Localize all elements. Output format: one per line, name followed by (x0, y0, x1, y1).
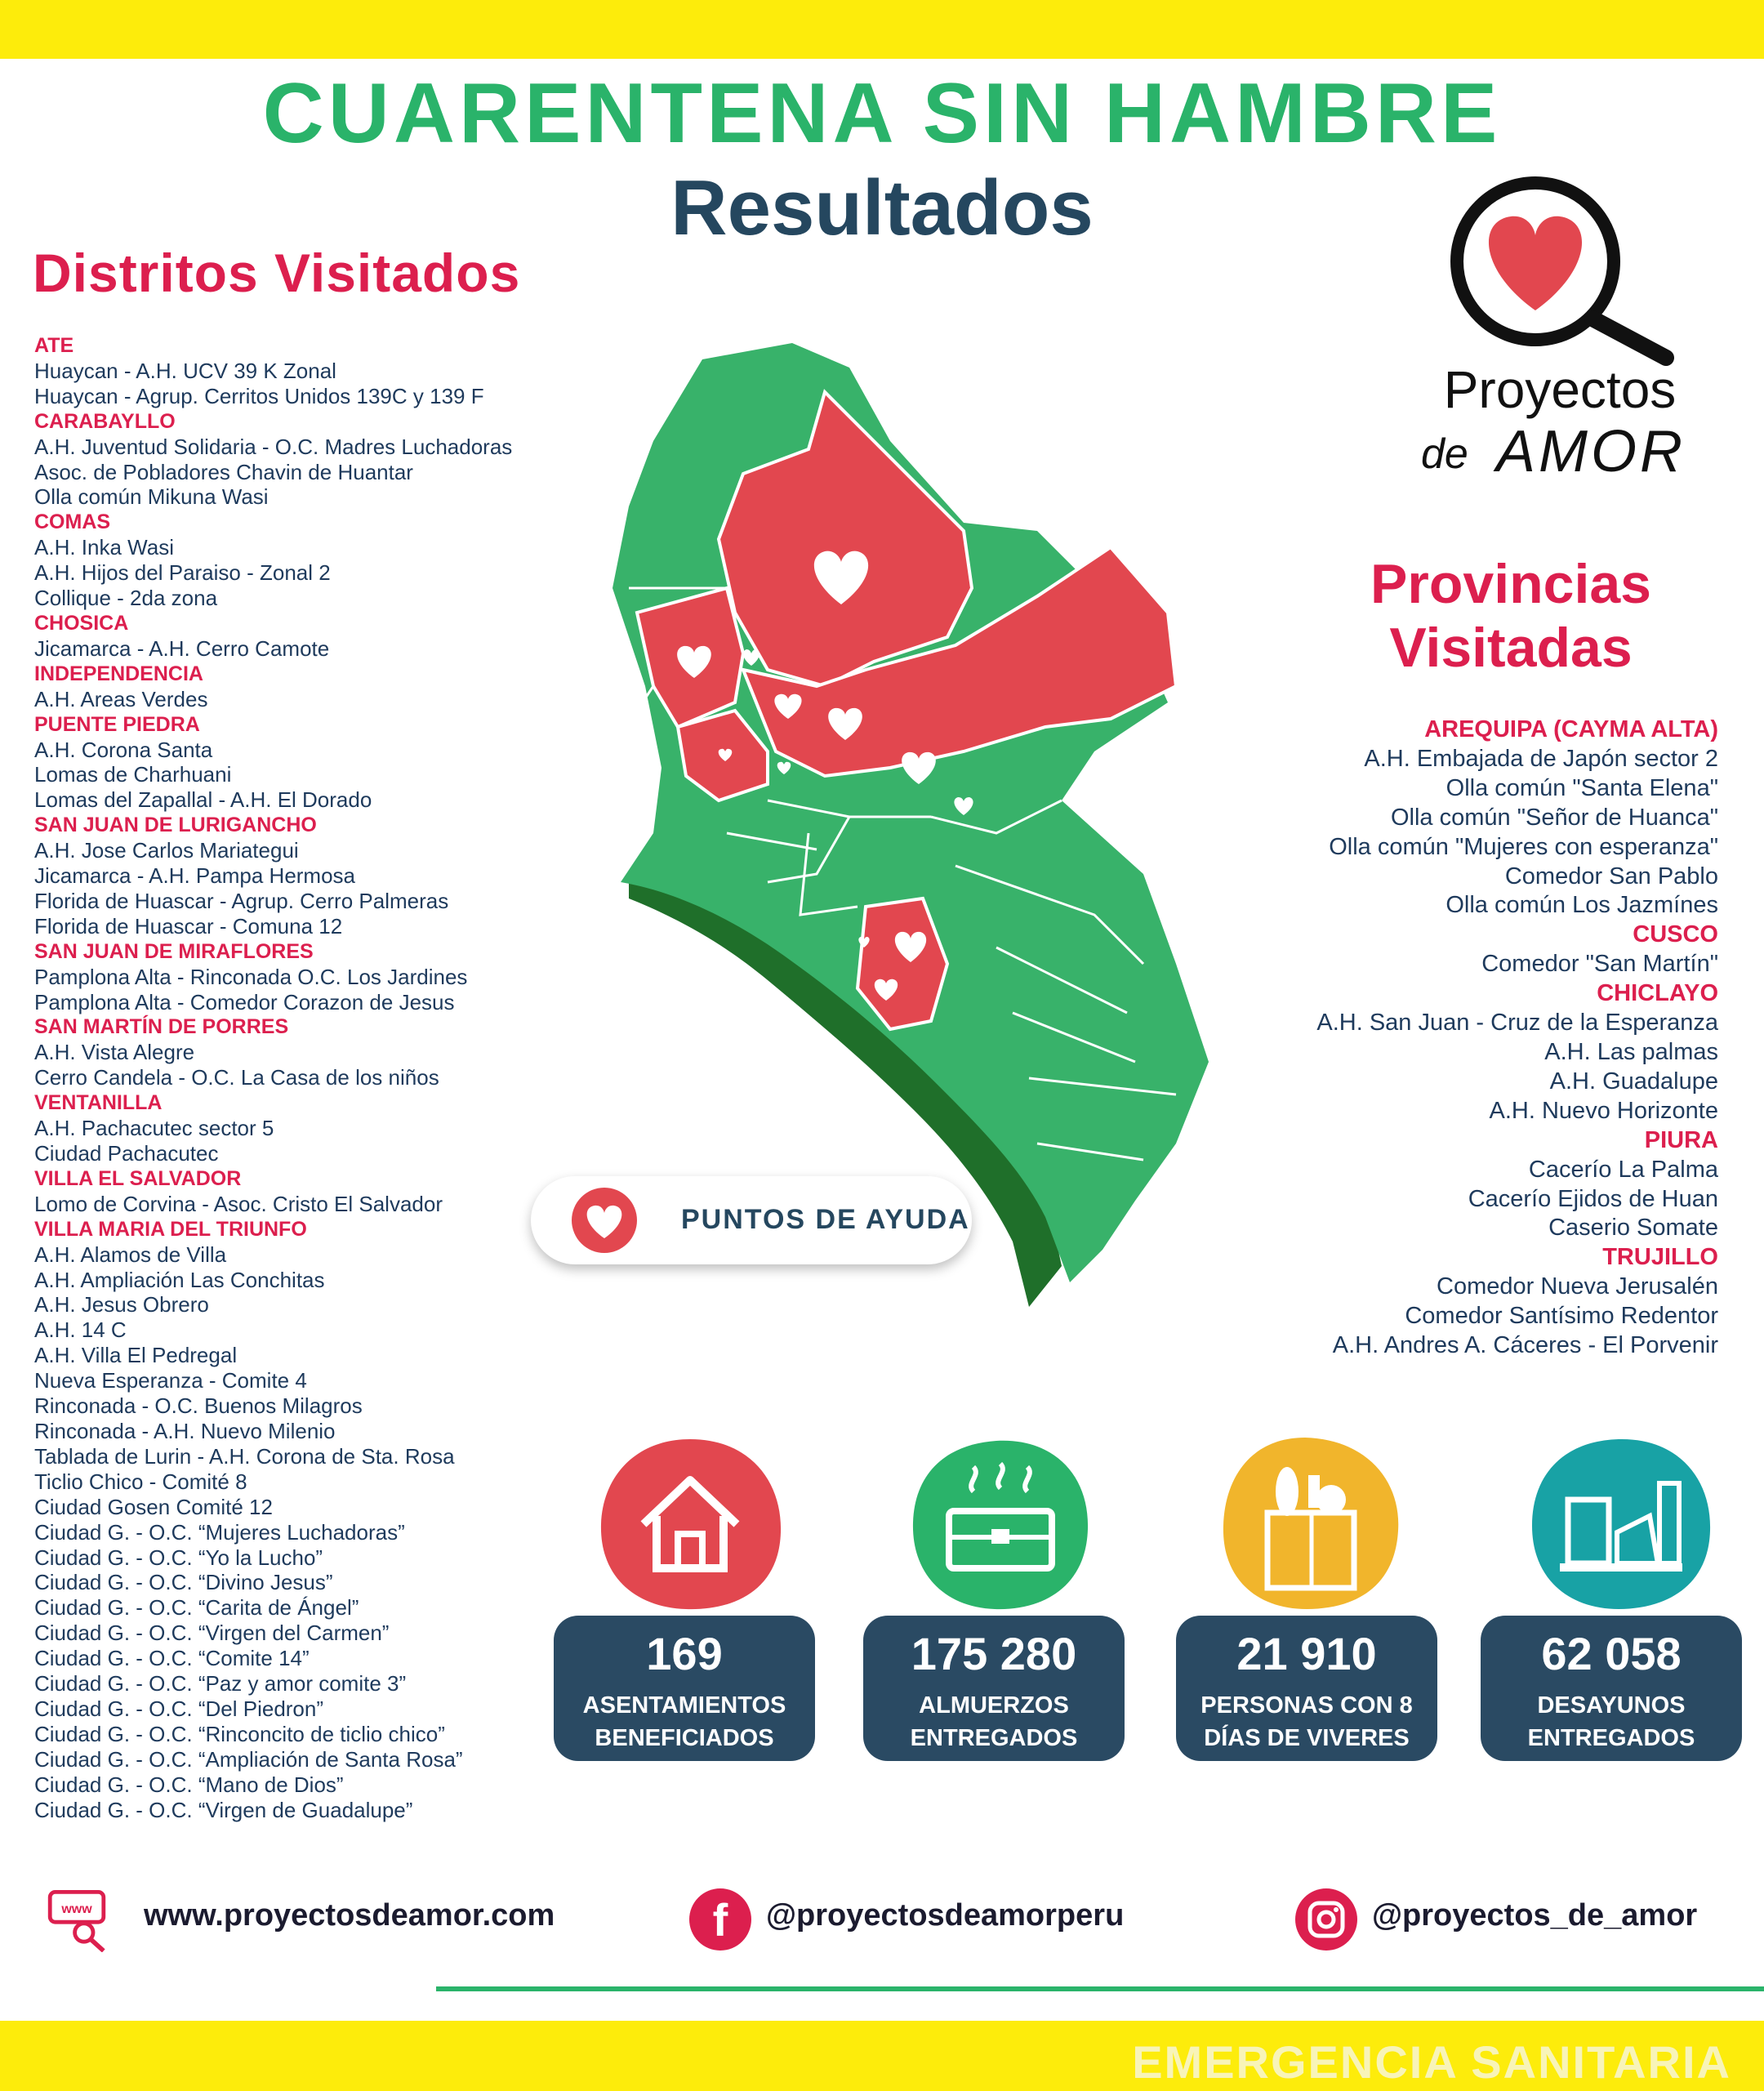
list-item: Nueva Esperanza - Comite 4 (34, 1368, 307, 1393)
group-name: CUSCO (1633, 921, 1718, 948)
list-item: Cacerío Ejidos de Huan (1468, 1185, 1718, 1212)
group-name: TRUJILLO (1602, 1244, 1718, 1271)
list-item: Lomo de Corvina - Asoc. Cristo El Salvador (34, 1191, 443, 1216)
list-item: Huaycan - Agrup. Cerritos Unidos 139C y 139 F (34, 383, 484, 408)
stat-value: 21 910 (1236, 1628, 1377, 1679)
list-item: A.H. Pachacutec sector 5 (34, 1116, 274, 1141)
list-item: Ciudad G. - O.C. “Virgen de Guadalupe” (34, 1797, 413, 1822)
instagram-icon (1294, 1887, 1359, 1952)
list-item: A.H. Areas Verdes (34, 686, 208, 711)
logo-text-de: de (1421, 430, 1468, 478)
group-name: CHOSICA (34, 611, 129, 635)
list-item: A.H. Jesus Obrero (34, 1292, 209, 1317)
legend-heart-badge (572, 1188, 637, 1253)
facebook-handle[interactable]: @proyectosdeamorperu (766, 1898, 1125, 1933)
list-item: Ciudad G. - O.C. “Divino Jesus” (34, 1570, 333, 1595)
group-name: VENTANILLA (34, 1091, 163, 1115)
group-name: PIURA (1644, 1126, 1718, 1153)
list-item: Tablada de Lurin - A.H. Corona de Sta. Rosa (34, 1443, 455, 1469)
list-item: Florida de Huascar - Agrup. Cerro Palmeras (34, 888, 449, 913)
group-name: AREQUIPA (CAYMA ALTA) (1424, 716, 1718, 742)
list-item: Ciudad G. - O.C. “Virgen del Carmen” (34, 1621, 390, 1646)
stat-almuerzos (863, 1616, 1125, 1761)
facebook-icon (688, 1887, 753, 1952)
footer-divider (436, 1986, 1764, 1991)
stat-value: 175 280 (911, 1628, 1077, 1679)
map-legend (531, 1176, 972, 1264)
list-item: Comedor San Pablo (1504, 863, 1718, 889)
list-item: Cerro Candela - O.C. La Casa de los niños (34, 1065, 439, 1090)
list-item: A.H. Alamos de Villa (34, 1242, 227, 1267)
svg-text:www: www (61, 1902, 92, 1916)
stat-label: DESAYUNOS ENTREGADOS (1527, 1692, 1695, 1751)
list-item: Ciudad G. - O.C. “Ampliación de Santa Rosa” (34, 1746, 463, 1772)
food-container-icon (906, 1434, 1094, 1614)
website-icon (47, 1887, 113, 1952)
group-name: SAN MARTÍN DE PORRES (34, 1015, 289, 1039)
group-name: CARABAYLLO (34, 409, 176, 433)
group-name: VILLA MARIA DEL TRIUNFO (34, 1217, 307, 1241)
list-item: Ciudad G. - O.C. “Mano de Dios” (34, 1772, 344, 1797)
list-item: Pamplona Alta - Rinconada O.C. Los Jardines (34, 964, 468, 989)
list-item: Ciudad G. - O.C. “Yo la Lucho” (34, 1545, 323, 1570)
list-item: A.H. 14 C (34, 1317, 127, 1343)
list-item: Pamplona Alta - Comedor Corazon de Jesus (34, 989, 455, 1014)
provinces-list (1176, 716, 1718, 1361)
list-item: A.H. Guadalupe (1549, 1068, 1718, 1095)
page-title: CUARENTENA SIN HAMBRE (262, 66, 1502, 161)
breakfast-icon (1527, 1434, 1715, 1614)
list-item: Rinconada - O.C. Buenos Milagros (34, 1393, 363, 1419)
list-item: Olla común Mikuna Wasi (34, 484, 269, 510)
list-item: Ciudad G. - O.C. “Del Piedron” (34, 1696, 324, 1721)
list-item: A.H. Ampliación Las Conchitas (34, 1267, 325, 1292)
group-name: INDEPENDENCIA (34, 662, 203, 685)
list-item: A.H. Andres A. Cáceres - El Porvenir (1332, 1332, 1718, 1359)
magnifier-heart-icon (1421, 172, 1699, 368)
heart-icon (572, 1188, 637, 1253)
instagram-handle[interactable]: @proyectos_de_amor (1372, 1898, 1698, 1933)
legend-label: PUNTOS DE AYUDA (681, 1204, 970, 1235)
house-icon (596, 1434, 784, 1614)
provinces-heading: Provincias Visitadas (1370, 553, 1651, 679)
list-item: Jicamarca - A.H. Cerro Camote (34, 635, 330, 661)
svg-text:f: f (712, 1894, 728, 1946)
list-item: Comedor "San Martín" (1481, 951, 1718, 978)
list-item: Olla común "Señor de Huanca" (1390, 804, 1718, 831)
list-item: Olla común Los Jazmínes (1446, 892, 1718, 919)
list-item: A.H. Inka Wasi (34, 535, 174, 560)
list-item: A.H. Hijos del Paraiso - Zonal 2 (34, 560, 331, 586)
logo-text-amor: AMOR (1496, 419, 1686, 484)
list-item: Rinconada - A.H. Nuevo Milenio (34, 1418, 336, 1443)
list-item: Ciudad G. - O.C. “Mujeres Luchadoras” (34, 1519, 405, 1545)
bottom-banner-text: EMERGENCIA SANITARIA (1132, 2036, 1731, 2088)
logo (1421, 172, 1699, 515)
stat-label: ALMUERZOS ENTREGADOS (910, 1692, 1078, 1751)
stat-desayunos (1481, 1616, 1742, 1761)
group-name: SAN JUAN DE MIRAFLORES (34, 939, 314, 963)
stat-value: 169 (646, 1628, 723, 1679)
stat-label: PERSONAS CON 8 DÍAS DE VIVERES (1200, 1692, 1413, 1751)
list-item: Comedor Nueva Jerusalén (1437, 1273, 1718, 1300)
list-item: Ciudad Pachacutec (34, 1141, 219, 1166)
group-name: PUENTE PIEDRA (34, 712, 200, 736)
stat-asentamientos (554, 1616, 815, 1761)
footer-website[interactable] (47, 1887, 554, 1952)
list-item: A.H. Vista Alegre (34, 1040, 195, 1065)
stat-personas (1176, 1616, 1437, 1761)
list-item: A.H. Villa El Pedregal (34, 1343, 238, 1368)
districts-list (34, 333, 590, 1822)
list-item: A.H. Las palmas (1544, 1038, 1718, 1065)
group-name: ATE (34, 334, 74, 357)
list-item: Caserio Somate (1548, 1215, 1718, 1242)
list-item: Huaycan - A.H. UCV 39 K Zonal (34, 358, 336, 383)
list-item: Ciudad G. - O.C. “Carita de Ángel” (34, 1595, 359, 1621)
list-item: Collique - 2da zona (34, 586, 218, 611)
footer-facebook[interactable] (688, 1887, 1145, 1952)
footer-instagram[interactable] (1294, 1887, 1735, 1952)
list-item: Ciudad Gosen Comité 12 (34, 1494, 273, 1519)
bottom-yellow-bar (0, 2021, 1764, 2091)
districts-heading: Distritos Visitados (33, 243, 521, 303)
list-item: A.H. Corona Santa (34, 737, 213, 762)
stat-value: 62 058 (1541, 1628, 1682, 1679)
list-item: Florida de Huascar - Comuna 12 (34, 913, 343, 938)
list-item: Ciudad G. - O.C. “Comite 14” (34, 1646, 310, 1671)
grocery-bag-icon (1217, 1434, 1405, 1614)
list-item: Lomas del Zapallal - A.H. El Dorado (34, 787, 372, 813)
list-item: Comedor Santísimo Redentor (1405, 1303, 1718, 1330)
top-yellow-bar (0, 0, 1764, 59)
group-name: CHICLAYO (1597, 980, 1718, 1007)
page-subtitle: Resultados (670, 164, 1094, 252)
list-item: Olla común "Santa Elena" (1446, 774, 1718, 801)
list-item: A.H. Juventud Solidaria - O.C. Madres Luchadoras (34, 434, 513, 459)
list-item: A.H. Nuevo Horizonte (1489, 1097, 1718, 1124)
list-item: Ciudad G. - O.C. “Paz y amor comite 3” (34, 1671, 407, 1696)
list-item: Ticlio Chico - Comité 8 (34, 1469, 247, 1494)
list-item: A.H. Jose Carlos Mariategui (34, 838, 299, 863)
list-item: Cacerío La Palma (1528, 1156, 1718, 1183)
list-item: A.H. Embajada de Japón sector 2 (1364, 745, 1718, 772)
list-item: Jicamarca - A.H. Pampa Hermosa (34, 863, 356, 889)
list-item: Lomas de Charhuani (34, 762, 232, 787)
group-name: COMAS (34, 510, 111, 534)
list-item: A.H. San Juan - Cruz de la Esperanza (1316, 1010, 1718, 1037)
group-name: VILLA EL SALVADOR (34, 1166, 242, 1190)
list-item: Olla común "Mujeres con esperanza" (1329, 833, 1718, 860)
stat-label: ASENTAMIENTOS BENEFICIADOS (582, 1692, 786, 1751)
logo-text-proyectos: Proyectos (1443, 360, 1677, 419)
website-link[interactable]: www.proyectosdeamor.com (144, 1898, 555, 1933)
list-item: Asoc. de Pobladores Chavin de Huantar (34, 459, 413, 484)
group-name: SAN JUAN DE LURIGANCHO (34, 814, 317, 837)
list-item: Ciudad G. - O.C. “Rinconcito de ticlio chico” (34, 1721, 445, 1746)
